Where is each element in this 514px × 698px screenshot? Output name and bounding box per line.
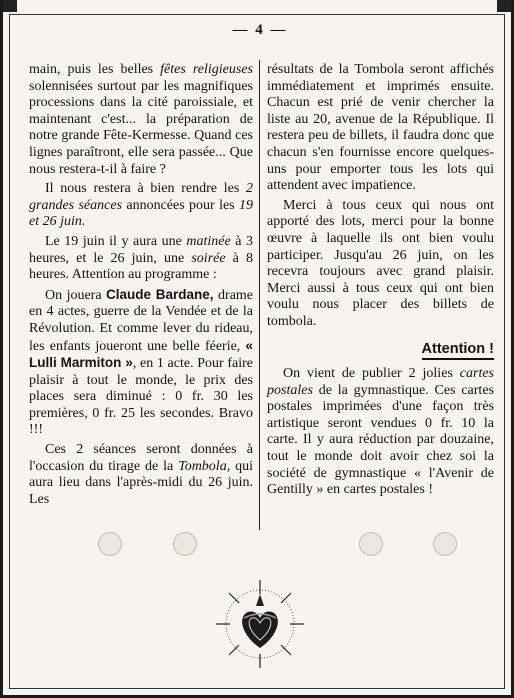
paragraph-resultats: résultats de la Tombola seront affichés immédiatement et imprimés ensuite. Chacun est prié de venir chercher la liste au 20, avenue de la République. Il restera peu de billets, il faudra donc que chacun s'en fournisse encore quelques-uns pour emporter tous les lots qui attendent avec impatience. bbox=[267, 62, 494, 194]
corner-mark-left bbox=[3, 0, 17, 12]
italic-run: fêtes religieuses bbox=[160, 62, 253, 77]
text-run: de la gymnastique. Ces cartes postales imprimées d'une façon très artistique seront vendues 0 fr. 10 la carte. Il y aura réduction par douzaine, tout le monde doit avoir chez soi la société de gymnastique « l'Avenir de Gentilly » en cartes postales ! bbox=[267, 382, 494, 498]
paragraph-cartes-postales bbox=[267, 366, 494, 499]
italic-run: matinée bbox=[186, 233, 231, 249]
attention-heading bbox=[267, 341, 494, 359]
text-run: Le 19 juin il y aura une bbox=[45, 233, 187, 249]
text-run: à 3 heures, et le 26 juin, une bbox=[29, 233, 253, 266]
right-column bbox=[267, 62, 494, 502]
feerie-title: « Lulli Marmiton » bbox=[29, 337, 253, 371]
italic-run: 2 grandes séances bbox=[29, 181, 253, 213]
text-run: , en 1 acte. Pour faire plaisir à tout le monde, le prix des places sera diminué : 0 fr. 30 les premières, 0 fr. 25 les secondes. Bravo !!! bbox=[29, 356, 253, 438]
play-title: Claude Bardane, bbox=[106, 286, 214, 302]
paragraph-programme bbox=[29, 287, 253, 439]
text-run: annoncées pour les bbox=[122, 197, 239, 213]
library-stamp-icon bbox=[173, 532, 197, 556]
paragraph-seances bbox=[29, 181, 253, 231]
sacred-heart-icon bbox=[210, 572, 310, 672]
library-stamp-icon bbox=[98, 532, 122, 556]
page-number: — 4 — bbox=[232, 22, 288, 38]
paragraph-merci: Merci à tous ceux qui nous ont apporté des lots, merci pour la bonne œuvre à laquelle ils ont bien voulu participer. Jusqu'au 26 juin, on les recevra toujours avec grand plaisir. Merci aussi à tous ceux qui ont bien voulu nous placer des billets de tombola. bbox=[267, 197, 494, 329]
library-stamp-icon bbox=[433, 532, 457, 556]
text-run: Ces 2 séances seront données à l'occasion du tirage de la bbox=[29, 442, 253, 474]
paragraph-fetes bbox=[29, 62, 253, 178]
text-run: qui aura lieu dans l'après-midi du 26 juin. Les bbox=[29, 458, 254, 507]
text-run: Il nous restera à bien rendre les bbox=[45, 181, 246, 197]
italic-run: Tombola, bbox=[178, 458, 231, 474]
text-run: On jouera bbox=[45, 287, 107, 303]
italic-run: 19 et 26 juin. bbox=[29, 197, 253, 230]
left-column bbox=[29, 62, 253, 511]
text-run: solennisées surtout par les magnifiques processions dans la cité paroissiale, et maintenant c'est... la préparation de notre grande Fête-Kermesse. Quand ces lignes paraîtront, elle sera passée... Que nous restera-t-il à faire ? bbox=[29, 78, 253, 177]
attention-heading-text: Attention ! bbox=[422, 341, 494, 360]
paragraph-tombola bbox=[29, 442, 253, 508]
paragraph-horaires bbox=[29, 234, 253, 284]
text-run: On vient de publier 2 jolies bbox=[283, 366, 460, 382]
italic-run: cartes postales bbox=[267, 366, 494, 398]
text-run: à 8 heures. Attention au programme : bbox=[29, 250, 253, 283]
text-run: main, puis les belles bbox=[29, 62, 161, 77]
text-run: drame en 4 actes, guerre de la Vendée et de la Révolution. Et comme lever du rideau, les enfants joueront une belle féerie, bbox=[29, 287, 254, 354]
corner-mark-right bbox=[497, 0, 511, 12]
library-stamp-icon bbox=[359, 532, 383, 556]
column-divider bbox=[259, 60, 260, 530]
italic-run: soirée bbox=[191, 250, 226, 266]
